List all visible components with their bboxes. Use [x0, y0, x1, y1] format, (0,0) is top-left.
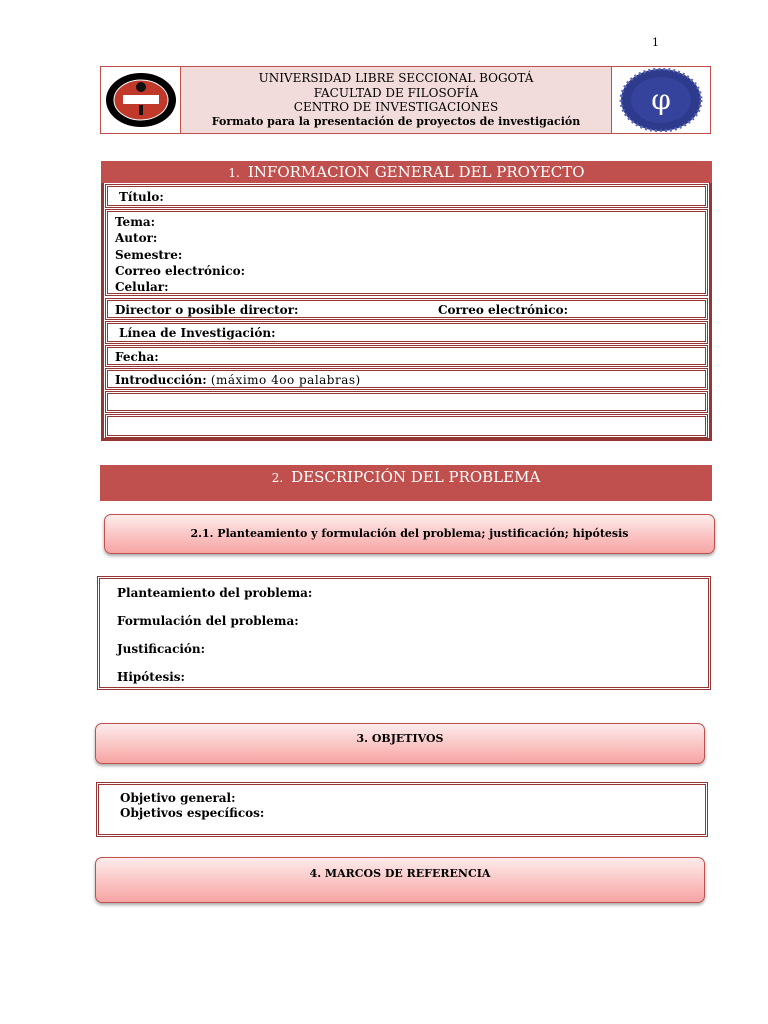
- section3-heading: [95, 723, 705, 764]
- field-fecha[interactable]: [105, 345, 708, 367]
- label-fecha: Fecha:: [115, 350, 159, 364]
- label-introduccion: Introducción:: [115, 373, 207, 387]
- problem-description-box[interactable]: [97, 576, 711, 690]
- label-justificacion: Justificación:: [117, 642, 206, 656]
- header-line-1: UNIVERSIDAD LIBRE SECCIONAL BOGOTÁ: [258, 71, 534, 85]
- field-director[interactable]: [105, 298, 708, 320]
- label-semestre: Semestre:: [115, 247, 183, 262]
- university-seal-cell: [101, 67, 181, 133]
- label-autor: Autor:: [115, 231, 158, 246]
- label-director: Director o posible director:: [115, 303, 299, 317]
- label-planteamiento: Planteamiento del problema:: [117, 586, 313, 600]
- phi-logo-icon: [619, 68, 703, 132]
- section4-heading: [95, 857, 705, 903]
- label-celular: Celular:: [115, 280, 169, 295]
- label-director-correo: Correo electrónico:: [438, 303, 569, 317]
- philosophy-logo-cell: [611, 67, 710, 133]
- section1-title: INFORMACION GENERAL DEL PROYECTO: [247, 163, 585, 181]
- section3-title: 3. OBJETIVOS: [356, 732, 444, 745]
- header-title-block: [181, 67, 611, 133]
- section4-title: 4. MARCOS DE REFERENCIA: [309, 867, 491, 880]
- label-hipotesis: Hipótesis:: [117, 670, 185, 684]
- field-blank-2[interactable]: [105, 414, 708, 438]
- introduccion-note: (máximo 4oo palabras): [210, 373, 361, 387]
- section2-1-subtitle: 2.1. Planteamiento y formulación del problema; justificación; hipótesis: [190, 527, 629, 540]
- field-titulo[interactable]: [105, 184, 708, 208]
- section2-1-heading: [104, 514, 715, 554]
- field-blank-1[interactable]: [105, 391, 708, 413]
- objectives-box[interactable]: [96, 782, 708, 837]
- field-linea[interactable]: [105, 321, 708, 344]
- page-number: 1: [652, 36, 659, 49]
- document-header: [100, 66, 711, 134]
- header-line-3: CENTRO DE INVESTIGACIONES: [293, 100, 499, 114]
- label-formulacion: Formulación del problema:: [117, 614, 299, 628]
- header-line-2: FACULTAD DE FILOSOFÍA: [313, 85, 479, 100]
- section2-title: DESCRIPCIÓN DEL PROBLEMA: [291, 468, 541, 486]
- label-correo: Correo electrónico:: [115, 263, 246, 278]
- phi-symbol: φ: [651, 83, 671, 116]
- label-titulo: Título:: [119, 190, 164, 204]
- field-author-info[interactable]: [105, 209, 708, 296]
- label-tema: Tema:: [115, 215, 156, 229]
- section1-number: 1.: [228, 166, 240, 180]
- label-linea: Línea de Investigación:: [119, 326, 276, 340]
- label-objetivos-especificos: Objetivos específicos:: [120, 806, 265, 820]
- field-introduccion[interactable]: [105, 368, 708, 390]
- section2-number: 2.: [271, 471, 284, 485]
- header-line-4: Formato para la presentación de proyectos de investigación: [211, 114, 581, 128]
- label-objetivo-general: Objetivo general:: [120, 791, 236, 805]
- section1-title-bar: [101, 161, 712, 183]
- section2-title-bar: [100, 465, 712, 501]
- university-seal-icon: [104, 71, 178, 129]
